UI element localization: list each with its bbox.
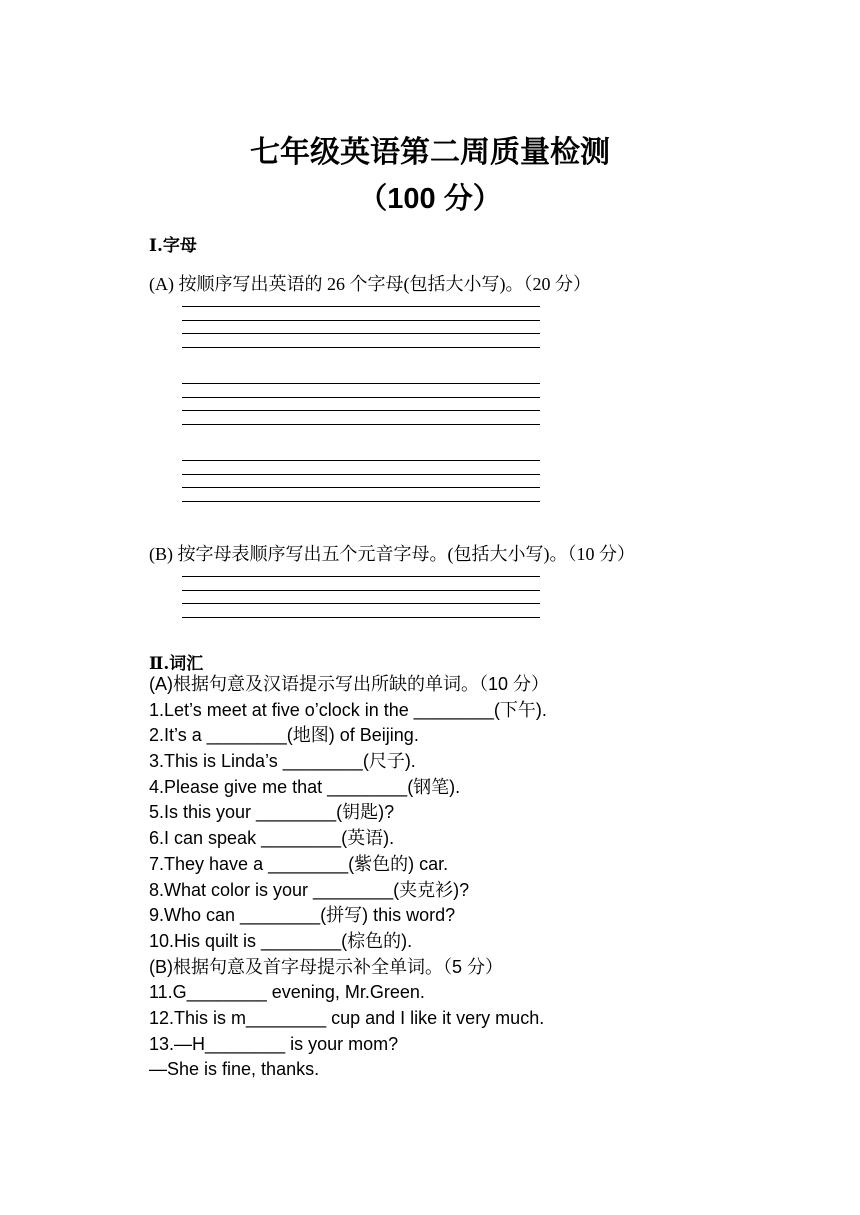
writing-lines-group-2 [182, 383, 540, 437]
writing-lines-group-4 [182, 576, 540, 630]
question-6: 6.I can speak ________(英语). [149, 828, 395, 849]
writing-line [182, 333, 540, 334]
writing-line [182, 487, 540, 488]
total-score: （100 分） [358, 183, 502, 215]
writing-line [182, 576, 540, 577]
page-title: 七年级英语第二周质量检测 [250, 136, 610, 169]
writing-line [182, 397, 540, 398]
writing-line [182, 603, 540, 604]
writing-lines-group-1 [182, 306, 540, 360]
writing-line [182, 424, 540, 425]
question-7: 7.They have a ________(紫色的) car. [149, 853, 449, 874]
writing-line [182, 590, 540, 591]
writing-line [182, 460, 540, 461]
writing-line [182, 501, 540, 502]
writing-line [182, 383, 540, 384]
writing-line [182, 474, 540, 475]
question-13-answer: —She is fine, thanks. [149, 1059, 320, 1080]
question-3: 3.This is Linda’s ________(尺子). [149, 751, 416, 772]
question-10: 10.His quilt is ________(棕色的). [149, 930, 413, 951]
writing-line [182, 306, 540, 307]
question-2: 2.It’s a ________(地图) of Beijing. [149, 725, 419, 746]
question-13: 13.—H________ is your mom? [149, 1033, 399, 1054]
question-9: 9.Who can ________(拼写) this word? [149, 905, 456, 926]
part-a-instruction: (A)根据句意及汉语提示写出所缺的单词。（10 分） [149, 674, 550, 694]
question-1: 1.Let’s meet at five o’clock in the ________(下午). [149, 699, 547, 720]
part-b-instruction: (B)根据句意及首字母提示补全单词。（5 分） [149, 956, 504, 977]
vocabulary-questions [149, 672, 549, 1083]
writing-line [182, 347, 540, 348]
question-5: 5.Is this your ________(钥匙)? [149, 802, 395, 823]
section-1-part-a-instruction: (A) 按顺序写出英语的 26 个字母(包括大小写)。（20 分） [149, 274, 591, 294]
section-1-heading: Ⅰ.字母 [149, 236, 197, 256]
question-11: 11.G________ evening, Mr.Green. [149, 982, 425, 1003]
section-2-heading: Ⅱ.词汇 [149, 654, 204, 674]
question-4: 4.Please give me that ________(钢笔). [149, 776, 461, 797]
writing-line [182, 410, 540, 411]
question-8: 8.What color is your ________(夹克衫)? [149, 879, 470, 900]
writing-line [182, 617, 540, 618]
question-12: 12.This is m________ cup and I like it very much. [149, 1007, 545, 1028]
writing-lines-group-3 [182, 460, 540, 514]
writing-line [182, 320, 540, 321]
section-1-part-b-instruction: (B) 按字母表顺序写出五个元音字母。(包括大小写)。（10 分） [149, 544, 635, 564]
